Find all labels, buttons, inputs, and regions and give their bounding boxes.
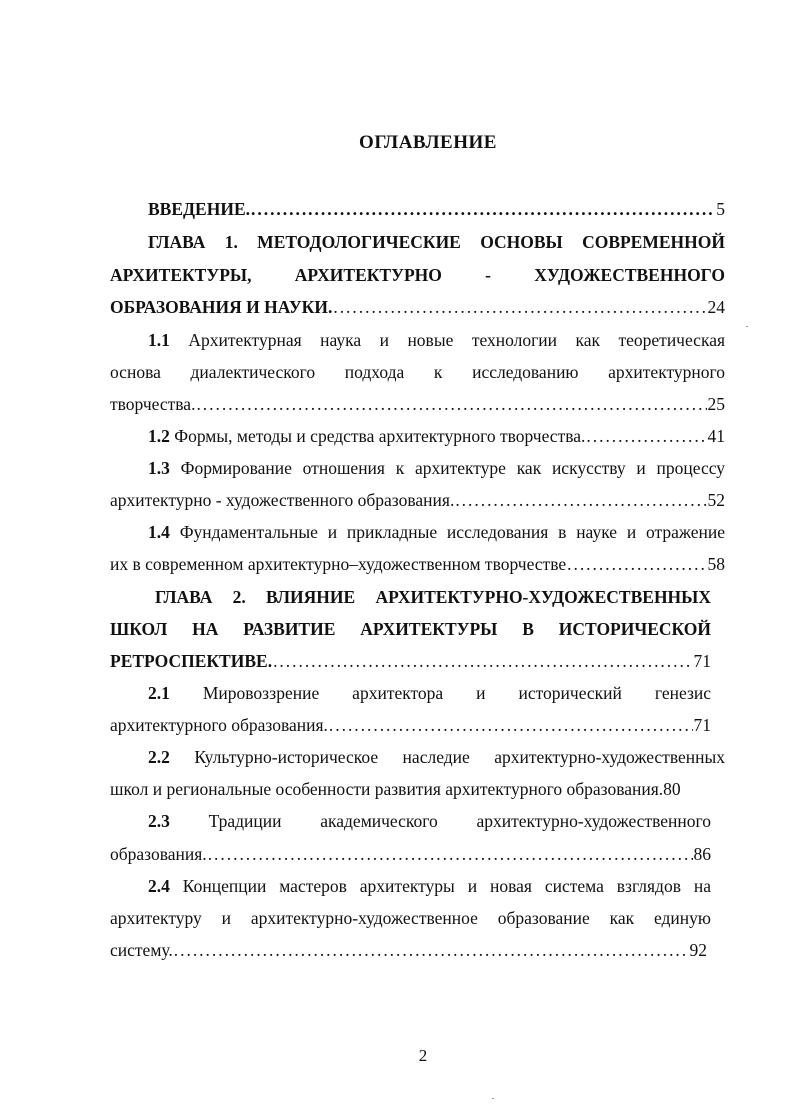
toc-label: их в современном архитектурно–художественном творчестве bbox=[110, 554, 567, 574]
scan-speck bbox=[746, 326, 748, 327]
scan-speck bbox=[492, 1098, 494, 1099]
toc-section-1-2 bbox=[148, 425, 725, 447]
toc-section-1-4-line-1 bbox=[148, 521, 725, 543]
section-text: Мировоззрение архитектора и исторический генезис bbox=[202, 683, 711, 703]
toc-page: 52 bbox=[707, 490, 725, 510]
section-number: 1.4 bbox=[148, 522, 170, 542]
toc-page: 71 bbox=[693, 715, 711, 735]
toc-section-1-3-line-1 bbox=[148, 457, 725, 479]
section-text: Формирование отношения к архитектуре как искусству и процессу bbox=[180, 458, 725, 478]
section-number: 2.4 bbox=[148, 876, 170, 896]
section-number: 1.1 bbox=[148, 330, 170, 350]
section-text: Традиции академического архитектурно-художественного bbox=[208, 811, 711, 831]
toc-section-1-1-line-3 bbox=[110, 393, 725, 415]
section-text: Фундаментальные и прикладные исследования в науке и отражение bbox=[179, 522, 725, 542]
section-text: Концепции мастеров архитектуры и новая система взглядов на bbox=[182, 876, 711, 896]
section-text: Формы, методы и средства архитектурного творчества. bbox=[174, 426, 586, 446]
toc-section-1-1-line-1 bbox=[148, 329, 725, 351]
toc-page: 58 bbox=[707, 554, 725, 574]
section-text: Культурно-историческое наследие архитектурно-художественных bbox=[194, 747, 725, 767]
toc-section-1-3-line-2 bbox=[110, 489, 725, 511]
dot-leader bbox=[251, 198, 715, 220]
section-number: 2.3 bbox=[148, 811, 170, 831]
toc-chapter-1-line-2: АРХИТЕКТУРЫ, АРХИТЕКТУРНО - ХУДОЖЕСТВЕННОГО bbox=[110, 265, 725, 285]
section-number: 2.2 bbox=[148, 747, 170, 767]
toc-section-2-3-line-2 bbox=[110, 843, 711, 865]
section-text: Архитектурная наука и новые технологии как теоретическая bbox=[188, 330, 725, 350]
toc-label: систему. bbox=[110, 940, 173, 960]
toc-label bbox=[148, 425, 585, 447]
toc-chapter-2-line-3 bbox=[110, 650, 711, 672]
toc-label: архитектурного образования. bbox=[110, 715, 328, 735]
toc-section-1-4-line-2 bbox=[110, 553, 725, 575]
toc-section-2-4-line-3 bbox=[110, 939, 707, 961]
toc-entry-intro bbox=[148, 198, 725, 220]
toc-section-2-1-line-2 bbox=[110, 714, 711, 736]
toc-page: 25 bbox=[707, 394, 725, 414]
toc-chapter-2-line-1: ГЛАВА 2. ВЛИЯНИЕ АРХИТЕКТУРНО-ХУДОЖЕСТВЕННЫХ bbox=[155, 587, 711, 607]
toc-label: архитектурно - художественного образования. bbox=[110, 490, 455, 510]
toc-page: 5 bbox=[716, 199, 725, 219]
toc-label: ОБРАЗОВАНИЯ И НАУКИ. bbox=[110, 297, 333, 317]
dot-leader bbox=[208, 843, 693, 865]
toc-page: 41 bbox=[707, 426, 725, 446]
toc-page: 71 bbox=[693, 651, 711, 671]
toc-section-2-4-line-1 bbox=[148, 875, 711, 897]
dot-leader bbox=[333, 296, 706, 318]
dot-leader bbox=[567, 553, 706, 575]
toc-chapter-2-line-2: ШКОЛ НА РАЗВИТИЕ АРХИТЕКТУРЫ В ИСТОРИЧЕСКОЙ bbox=[110, 619, 711, 639]
toc-section-2-1-line-1 bbox=[148, 682, 711, 704]
toc-chapter-1-line-1: ГЛАВА 1. МЕТОДОЛОГИЧЕСКИЕ ОСНОВЫ СОВРЕМЕННОЙ bbox=[148, 232, 725, 252]
toc-page: 24 bbox=[707, 297, 725, 317]
toc-label: РЕТРОСПЕКТИВЕ. bbox=[110, 651, 273, 671]
toc-page: 86 bbox=[693, 844, 711, 864]
toc-section-2-2-line-1 bbox=[148, 746, 725, 768]
dot-leader bbox=[174, 939, 689, 961]
toc-label: творчества. bbox=[110, 394, 196, 414]
toc-label: ВВЕДЕНИЕ. bbox=[148, 199, 251, 219]
section-number: 1.3 bbox=[148, 458, 170, 478]
dot-leader bbox=[586, 425, 706, 447]
dot-leader bbox=[273, 650, 692, 672]
page-number: 2 bbox=[418, 1046, 428, 1065]
dot-leader bbox=[455, 489, 706, 511]
toc-page: 92 bbox=[689, 940, 707, 960]
page-title: ОГЛАВЛЕНИЕ bbox=[359, 132, 497, 153]
toc-section-2-3-line-1 bbox=[148, 810, 711, 832]
dot-leader bbox=[196, 393, 706, 415]
toc-section-2-2-line-2: школ и региональные особенности развития архитектурного образования.80 bbox=[110, 779, 681, 799]
section-number: 2.1 bbox=[148, 683, 170, 703]
dot-leader bbox=[329, 714, 693, 736]
toc-label: образования. bbox=[110, 844, 207, 864]
section-number: 1.2 bbox=[148, 426, 170, 446]
toc-section-2-4-line-2: архитектуру и архитектурно-художественное образование как единую bbox=[110, 908, 711, 928]
toc-chapter-1-line-3 bbox=[110, 296, 725, 318]
toc-section-1-1-line-2: основа диалектического подхода к исследованию архитектурного bbox=[110, 362, 725, 382]
